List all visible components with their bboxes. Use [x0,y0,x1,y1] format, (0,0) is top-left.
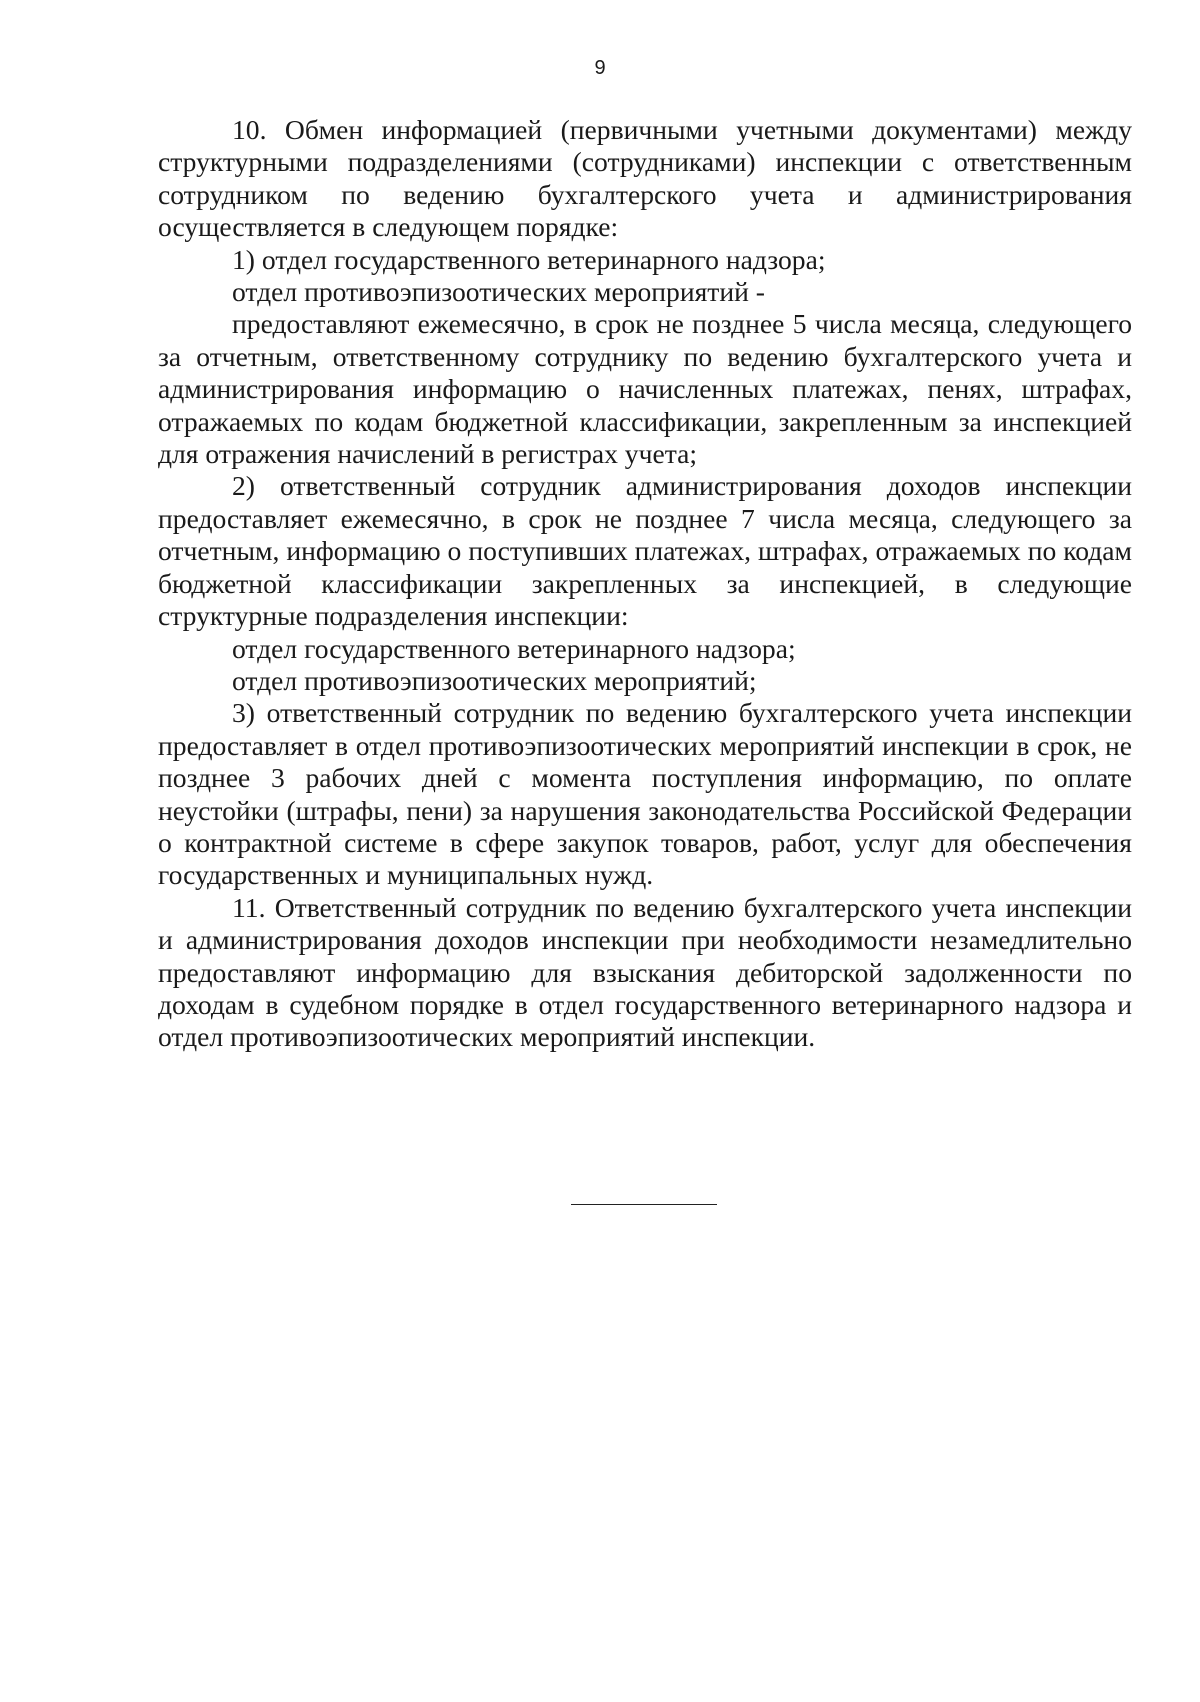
paragraph-item-2: 2) ответственный сотрудник администрирования доходов инспекции предоставляет ежемесячно, в срок не позднее 7 числа месяца, следующего за отчетным, информацию о поступивших платежах, штрафах, отражаемых по кодам бюджетной классификации закрепленных за инспекцией, в следующие структурные подразделения инспекции: [158,470,1132,632]
paragraph-11: 11. Ответственный сотрудник по ведению бухгалтерского учета инспекции и администрирования доходов инспекции при необходимости незамедлительно предоставляют информацию для взыскания дебиторской задолженности по доходам в судебном порядке в отдел государственного ветеринарного надзора и отдел противоэпизоотических мероприятий инспекции. [158,891,1132,1053]
document-body [158,114,1132,1054]
paragraph-item-2-dept-a: отдел государственного ветеринарного надзора; [232,632,796,664]
page-number: 9 [594,57,606,79]
paragraph-10-intro: 10. Обмен информацией (первичными учетными документами) между структурными подразделениями (сотрудниками) инспекции с ответственным сотрудником по ведению бухгалтерского учета и администрирования осуществляется в следующем порядке: [158,114,1132,243]
paragraph-item-1-details: предоставляют ежемесячно, в срок не позднее 5 числа месяца, следующего за отчетным, ответственному сотруднику по ведению бухгалтерского учета и администрирования информацию о начисленных платежах, пенях, штрафах, отражаемых по кодам бюджетной классификации, закрепленным за инспекцией для отражения начислений в регистрах учета; [158,308,1132,470]
paragraph-item-1: 1) отдел государственного ветеринарного надзора; [232,243,826,275]
paragraph-item-2-dept-b: отдел противоэпизоотических мероприятий; [232,664,757,696]
paragraph-item-3: 3) ответственный сотрудник по ведению бухгалтерского учета инспекции предоставляет в отдел противоэпизоотических мероприятий инспекции в срок, не позднее 3 рабочих дней с момента поступления информацию, по оплате неустойки (штрафы, пени) за нарушения законодательства Российской Федерации о контрактной системе в сфере закупок товаров, работ, услуг для обеспечения государственных и муниципальных нужд. [158,697,1132,891]
end-separator-line [571,1204,717,1205]
paragraph-item-1-dept: отдел противоэпизоотических мероприятий - [232,276,765,308]
